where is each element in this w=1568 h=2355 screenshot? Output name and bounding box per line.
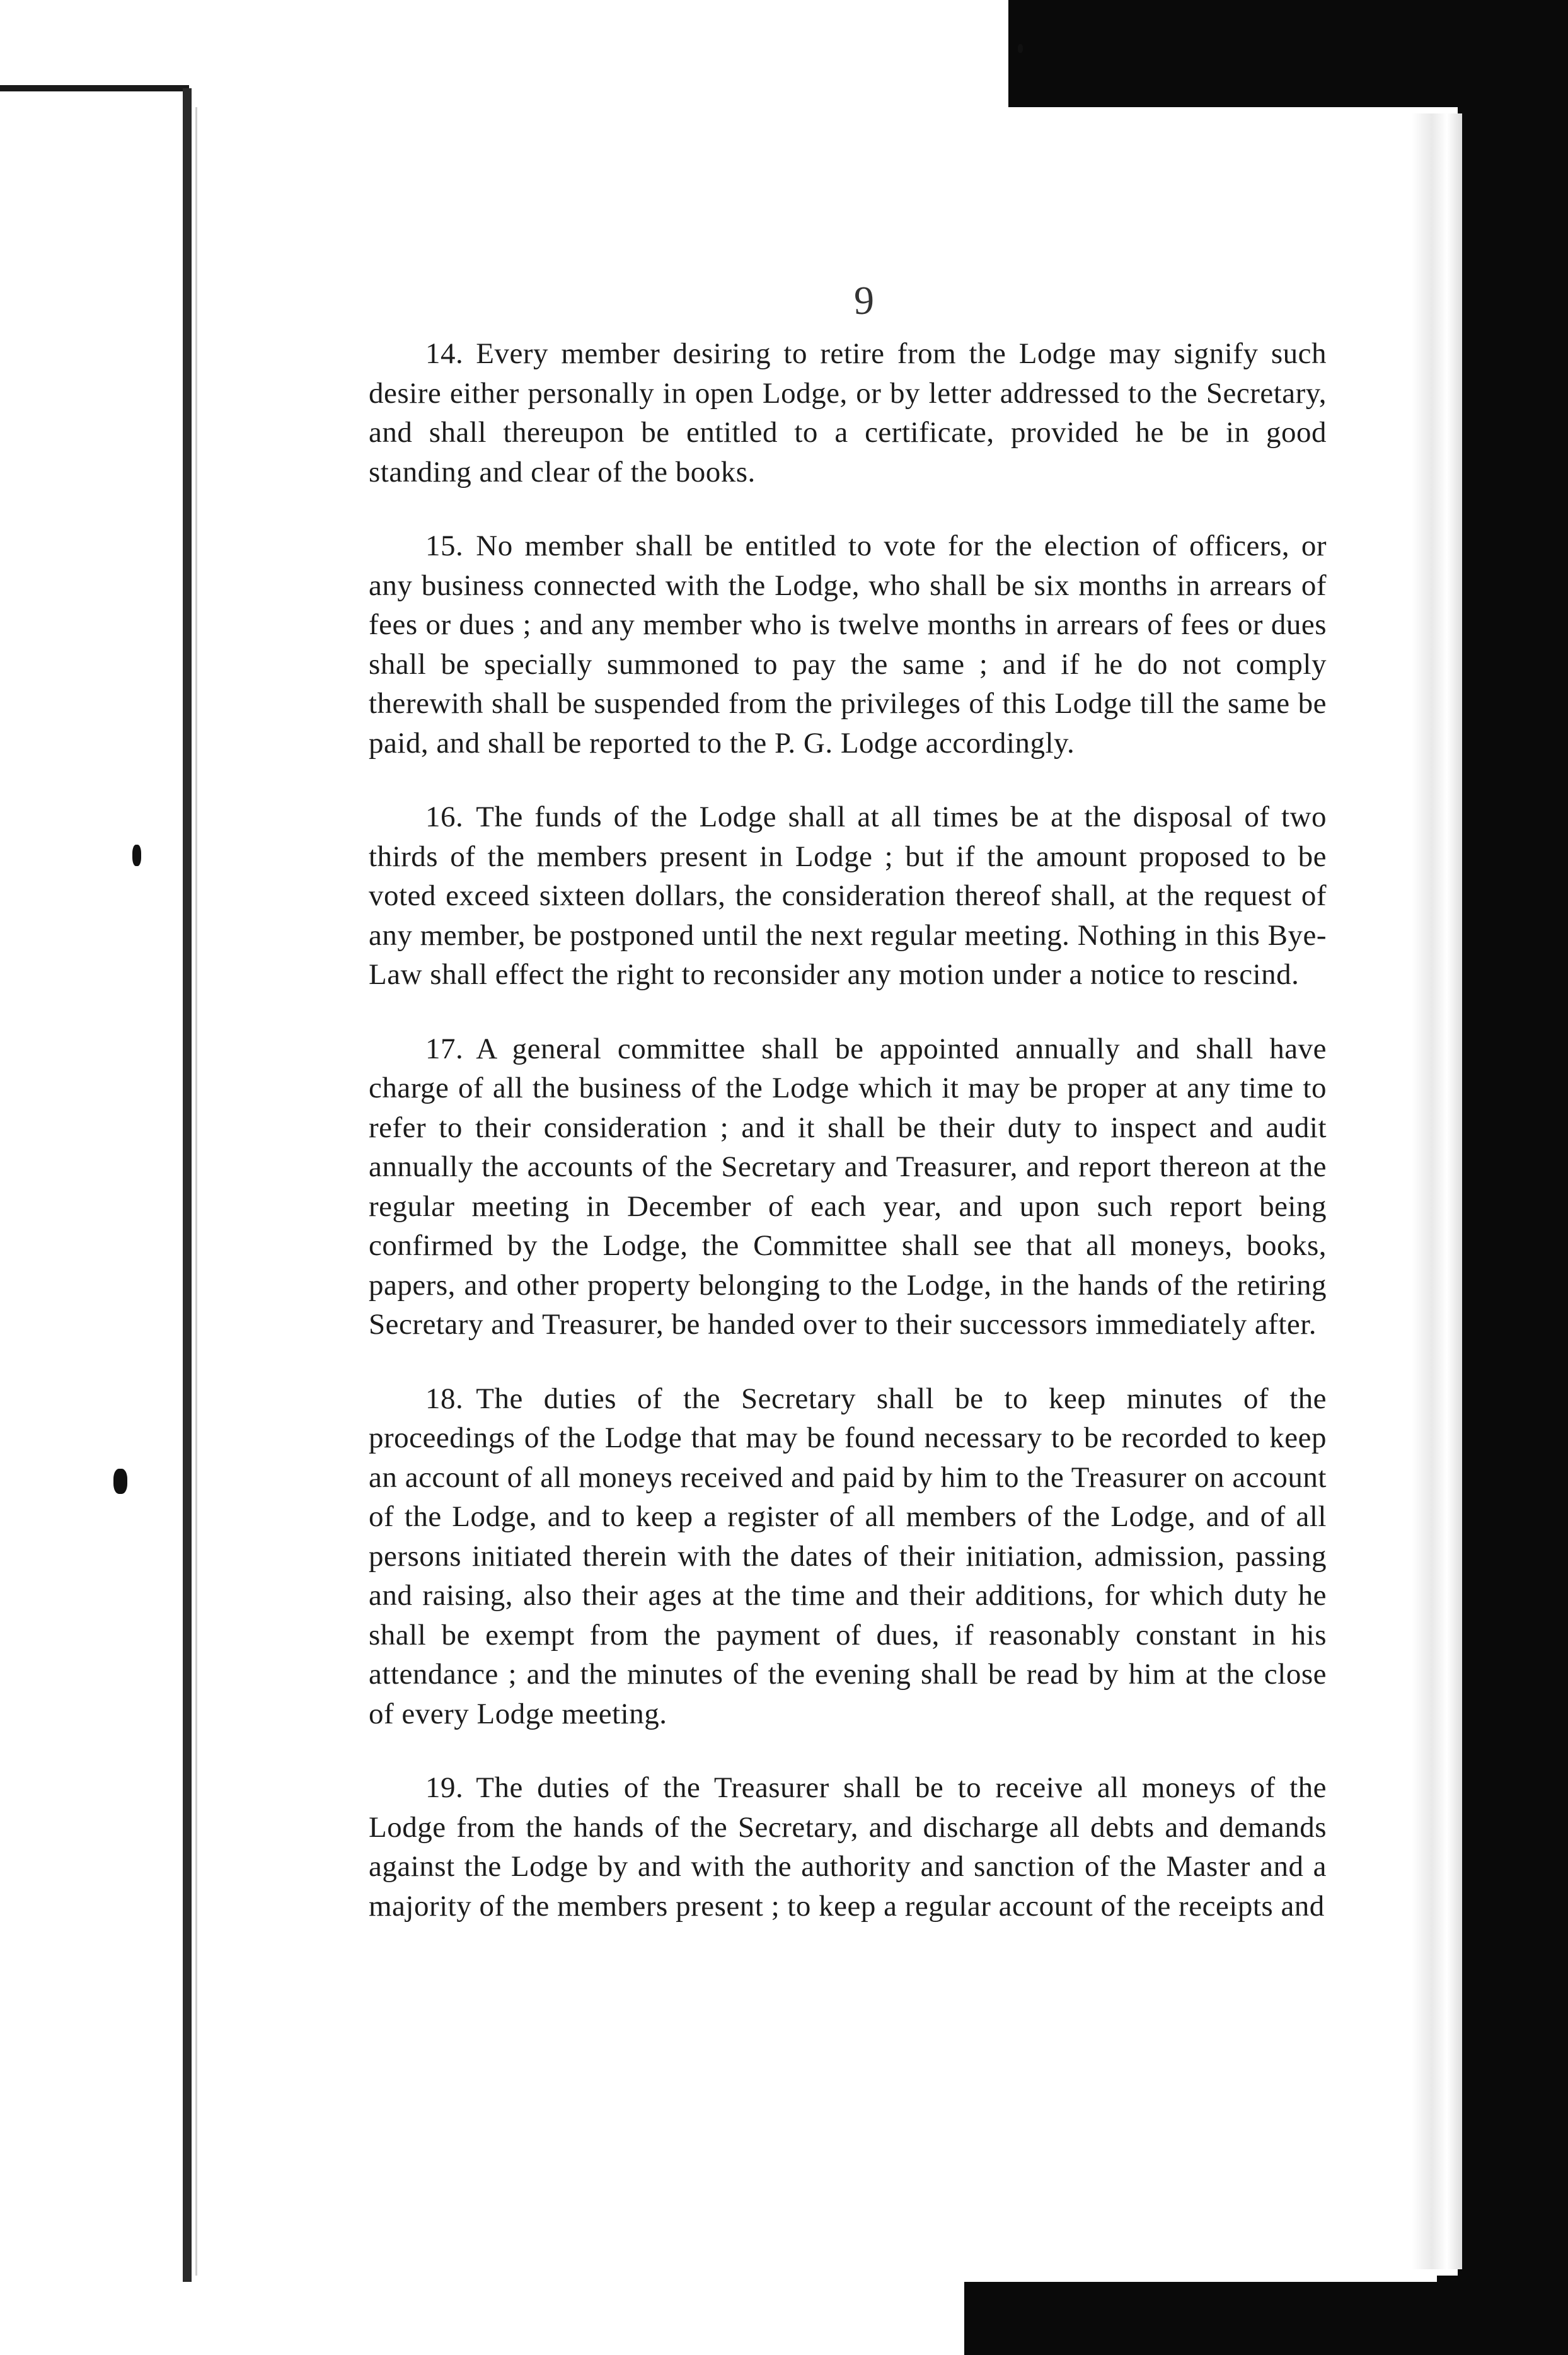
section-18 (369, 1379, 1327, 1734)
binding-spine (183, 88, 192, 2282)
section-body: A general committee shall be appointed annually and shall have charge of all the business of the Lodge which it may be proper at any time to refer to their consideration ; and it shall be their duty to inspect and audit annually the accounts of the Secretary and Treasurer, and report thereon at the regular meeting in December of each year, and upon such report being confirmed by the Lodge, the Committee shall see that all moneys, books, papers, and other property belonging to the Lodge, in the hands of the retiring Secretary and Treasurer, be handed over to their successors immediately after. (369, 1032, 1327, 1341)
section-15 (369, 526, 1327, 763)
section-body: Every member desiring to retire from the Lodge may signify such desire either personally in open Lodge, or by letter addressed to the Secretary, and shall thereupon be entitled to a certificate, provided he be in good standing and clear of the books. (369, 337, 1327, 489)
margin-mark (132, 845, 141, 866)
section-body: No member shall be entitled to vote for the election of officers, or any business connected with the Lodge, who shall be six months in arrears of fees or dues ; and any member who is twelve months in arrears of fees or dues shall be specially summoned to pay the same ; and if he do not comply therewith shall be suspended from the privileges of this Lodge till the same be paid, and shall be reported to the P. G. Lodge accordingly. (369, 529, 1327, 760)
binding-top-edge (0, 85, 189, 91)
section-number: 15. (425, 529, 464, 562)
section-19 (369, 1768, 1327, 1926)
section-body: The funds of the Lodge shall at all times be at the disposal of two thirds of the members present in Lodge ; but if the amount proposed to be voted exceed sixteen dollars, the consideration thereof shall, at the request of any member, be postponed until the next regular meeting. Nothing in this Bye-Law shall effect the right to reconsider any motion under a notice to rescind. (369, 801, 1327, 991)
section-number: 16. (425, 801, 464, 833)
section-number: 14. (425, 337, 464, 370)
page-stack-edge (1412, 113, 1462, 2269)
section-number: 17. (425, 1032, 464, 1065)
section-14 (369, 334, 1327, 492)
scan-background-bottom (964, 2282, 1568, 2355)
section-17 (369, 1029, 1327, 1345)
section-number: 19. (425, 1771, 464, 1804)
bye-laws-text (369, 334, 1327, 1960)
section-body: The duties of the Treasurer shall be to receive all moneys of the Lodge from the hands of the Secretary, and discharge all debts and demands against the Lodge by and with the authority and sanction of the Master and a majority of the members present ; to keep a regular account of the receipts and (369, 1771, 1327, 1923)
section-body: The duties of the Secretary shall be to keep minutes of the proceedings of the Lodge that may be found necessary to be recorded to keep an account of all moneys received and paid by him to the Treasurer on account of the Lodge, and to keep a register of all members of the Lodge, and of all persons initiated therein with the dates of their initiation, admission, passing and raising, also their ages at the time and their additions, for which duty he shall be exempt from the payment of dues, if reasonably constant in his attendance ; and the minutes of the evening shall be read by him at the close of every Lodge meeting. (369, 1382, 1327, 1730)
page-number: 9 (854, 278, 874, 323)
margin-mark (1018, 44, 1023, 53)
margin-mark (113, 1469, 127, 1494)
section-16 (369, 797, 1327, 995)
section-number: 18. (425, 1382, 464, 1415)
